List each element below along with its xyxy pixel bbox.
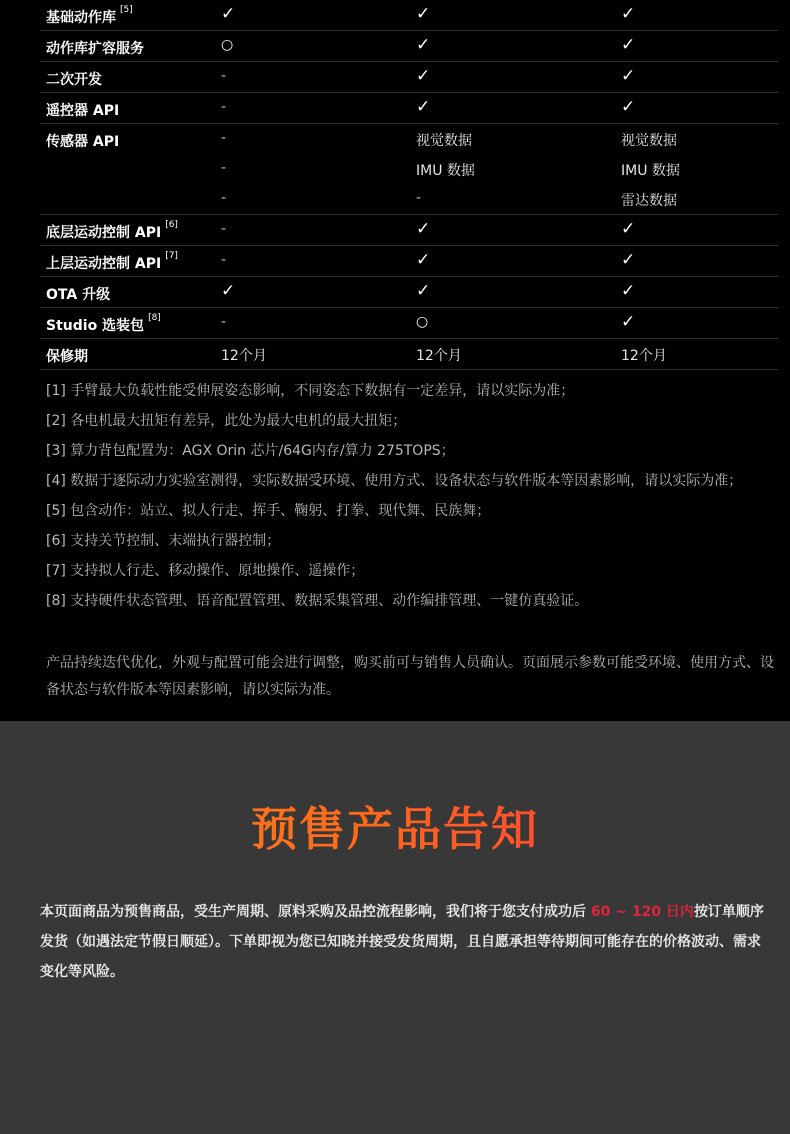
spec-row xyxy=(40,124,778,215)
spec-row-label xyxy=(46,69,102,89)
check-icon: ✓ xyxy=(416,66,431,86)
spec-row xyxy=(40,277,778,308)
spec-value: 12个月 xyxy=(416,348,462,364)
footnote-item: [4] 数据于逐际动力实验室测得，实际数据受环境、使用方式、设备状态与软件版本等因素影响，请以实际为准； xyxy=(46,473,743,489)
check-icon: ✓ xyxy=(221,281,236,301)
footnote-item: [8] 支持硬件状态管理、语音配置管理、数据采集管理、动作编排管理、一键仿真验证。 xyxy=(46,593,589,609)
circle-icon: ○ xyxy=(221,37,234,53)
spec-value: IMU 数据 xyxy=(621,163,680,179)
footnote-item: [1] 手臂最大负载性能受伸展姿态影响，不同姿态下数据有一定差异，请以实际为准； xyxy=(46,383,575,399)
check-icon: ✓ xyxy=(416,281,431,301)
check-icon: ✓ xyxy=(621,35,636,55)
shipping-period-highlight: 60 ~ 120 日内 xyxy=(590,904,694,920)
footnotes xyxy=(46,376,776,616)
spec-row-label xyxy=(46,131,119,151)
not-available-dash: - xyxy=(221,99,227,115)
spec-table xyxy=(40,0,778,370)
footnote-item: [2] 各电机最大扭矩有差异，此处为最大电机的最大扭矩； xyxy=(46,413,407,429)
spec-label-text: 遥控器 API xyxy=(46,103,120,119)
check-icon: ✓ xyxy=(416,250,431,270)
circle-icon: ○ xyxy=(416,314,429,330)
not-available-dash: - xyxy=(221,68,227,84)
spec-value: 视觉数据 xyxy=(621,133,677,149)
spec-label-text: 传感器 API xyxy=(46,134,120,150)
spec-row xyxy=(40,0,778,31)
not-available-dash: - xyxy=(221,252,227,268)
check-icon: ✓ xyxy=(416,219,431,239)
check-icon: ✓ xyxy=(416,35,431,55)
footnote-item: [7] 支持拟人行走、移动操作、原地操作、遥操作； xyxy=(46,563,365,579)
presale-notice-body xyxy=(40,897,768,987)
presale-notice-section xyxy=(0,721,790,1134)
check-icon: ✓ xyxy=(621,4,636,24)
spec-label-text: Studio 选装包 xyxy=(46,318,145,334)
spec-label-text: 基础动作库 xyxy=(46,10,116,26)
spec-value: 视觉数据 xyxy=(416,133,472,149)
check-icon: ✓ xyxy=(621,66,636,86)
spec-row-label xyxy=(46,222,178,242)
not-available-dash: - xyxy=(221,130,227,146)
spec-row-label xyxy=(46,253,178,273)
footnote-item: [3] 算力背包配置为：AGX Orin 芯片/64G内存/算力 275TOPS； xyxy=(46,443,455,459)
spec-row xyxy=(40,308,778,339)
spec-row xyxy=(40,215,778,246)
disclaimer-text: 产品持续迭代优化，外观与配置可能会进行调整，购买前可与销售人员确认。页面展示参数可能受环境、使用方式、设备状态与软件版本等因素影响，请以实际为准。 xyxy=(46,655,774,698)
check-icon: ✓ xyxy=(621,312,636,332)
check-icon: ✓ xyxy=(416,97,431,117)
spec-value: IMU 数据 xyxy=(416,163,475,179)
spec-label-text: 动作库扩容服务 xyxy=(46,41,144,57)
spec-row-label xyxy=(46,7,133,27)
footnote-ref: [5] xyxy=(120,5,133,15)
not-available-dash: - xyxy=(221,190,227,206)
notice-text-after: 按订单顺序发货（如遇法定节假日顺延）。下单即视为您已知晓并接受发货周期，且自愿承担等待期间可能存在的价格波动、需求变化等风险。 xyxy=(40,904,764,980)
check-icon: ✓ xyxy=(621,219,636,239)
check-icon: ✓ xyxy=(621,250,636,270)
spec-label-text: OTA 升级 xyxy=(46,287,111,303)
spec-row xyxy=(40,31,778,62)
spec-value: 12个月 xyxy=(221,348,267,364)
spec-label-text: 二次开发 xyxy=(46,72,102,88)
check-icon: ✓ xyxy=(221,4,236,24)
spec-row xyxy=(40,339,778,370)
check-icon: ✓ xyxy=(416,4,431,24)
spec-value: 雷达数据 xyxy=(621,193,677,209)
spec-row-label xyxy=(46,284,110,304)
footnote-ref: [8] xyxy=(148,313,161,323)
spec-label-text: 底层运动控制 API xyxy=(46,225,162,241)
not-available-dash: - xyxy=(221,314,227,330)
spec-row-label xyxy=(46,100,119,120)
presale-notice-title: 预售产品告知 xyxy=(0,793,790,859)
footnote-ref: [7] xyxy=(165,251,178,261)
spec-row xyxy=(40,62,778,93)
not-available-dash: - xyxy=(221,160,227,176)
spec-row-label xyxy=(46,346,88,366)
spec-row-label xyxy=(46,315,161,335)
spec-row xyxy=(40,93,778,124)
check-icon: ✓ xyxy=(621,281,636,301)
footnote-item: [5] 包含动作：站立、拟人行走、挥手、鞠躬、打拳、现代舞、民族舞； xyxy=(46,503,491,519)
spec-label-text: 上层运动控制 API xyxy=(46,256,162,272)
notice-text-before: 本页面商品为预售商品，受生产周期、原料采购及品控流程影响，我们将于您支付成功后 xyxy=(40,904,591,920)
spec-value: 12个月 xyxy=(621,348,667,364)
spec-row-label xyxy=(46,38,144,58)
not-available-dash: - xyxy=(221,221,227,237)
spec-row xyxy=(40,246,778,277)
not-available-dash: - xyxy=(416,190,422,206)
spec-label-text: 保修期 xyxy=(46,349,88,365)
footnote-ref: [6] xyxy=(165,220,178,230)
check-icon: ✓ xyxy=(621,97,636,117)
footnote-item: [6] 支持关节控制、末端执行器控制； xyxy=(46,533,281,549)
